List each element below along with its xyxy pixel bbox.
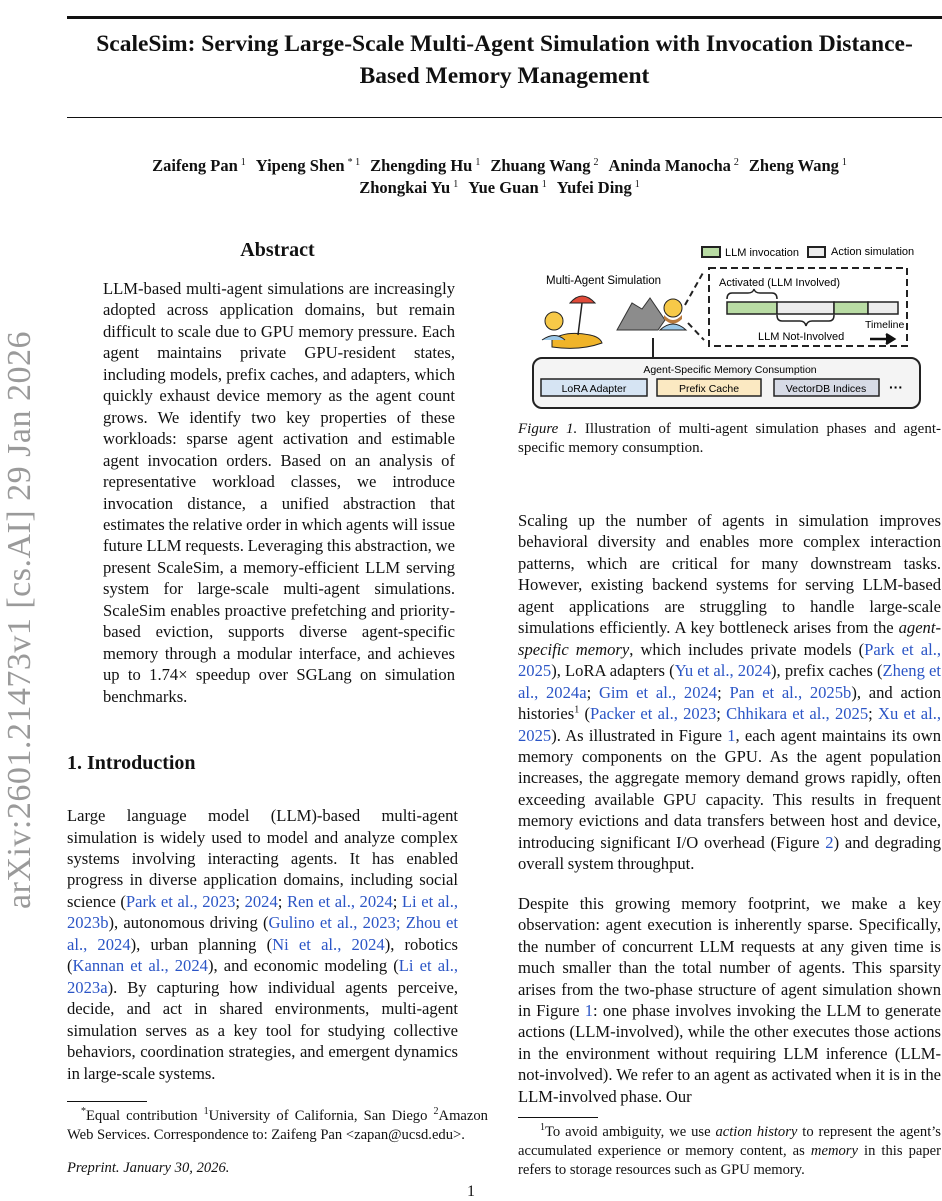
body-text: LLM-based multi-agent simulations are increasingly adopted across application domains, but remain difficult to scale due to GPU memory pressure. Each agent maintains private GPU-resident states, including models, prefix caches, and adapters, which quickly exhaust device memory as the agent count grows. We identify two key properties of these workloads: sparse agent activation and estimable agent invocation orders. Based on an analysis of representative workload classes, we introduce invocation distance, a unified abstraction that estimates the relative order in which agents will issue future LLM requests. Leveraging this abstraction, we present ScaleSim, a memory-efficient LLM serving system for large-scale multi-agent simulations. ScaleSim enables proactive prefetching and priority-based eviction, supports diverse agent-specific memory through a modular interface, and achieves up to 1.74× speedup over SGLang on simulation benchmarks.: [103, 279, 455, 706]
legend-llm-swatch: [702, 247, 720, 257]
body-text: ), LoRA adapters (: [551, 661, 675, 681]
footnote-marker: 2: [433, 1106, 439, 1118]
right-paragraph-2: [518, 893, 941, 1108]
affiliations-footnote: [67, 1107, 488, 1145]
body-text: ), prefix caches (: [771, 661, 883, 681]
footnote-rule: [67, 1101, 147, 1102]
citation-link[interactable]: 2024: [244, 891, 278, 911]
left-footer: [67, 1091, 488, 1178]
citation-link[interactable]: Chhikara et al., 2025: [726, 704, 869, 724]
citation-link[interactable]: Gim et al., 2024: [598, 682, 718, 702]
timeline-llm-segment-1: [727, 302, 777, 314]
citation-link[interactable]: Ni et al., 2024: [272, 934, 385, 954]
body-text: , each agent maintains its own memory components on the GPU. As the agent population increases, the aggregate memory demand grows rapidly, often exceeding available GPU capacity. This results in frequent memory evictions and data transfers between host and device, introducing significant I/O overhead (Figure: [518, 725, 941, 852]
author-affiliation: * 1: [347, 156, 361, 168]
timeline-action-segment-2: [868, 302, 898, 314]
body-text: ), urban planning (: [130, 934, 273, 954]
body-text: (: [579, 704, 590, 724]
body-text: ;: [277, 891, 287, 911]
citation-link[interactable]: 1: [584, 1000, 594, 1020]
author-name: Zhengding Hu: [370, 156, 473, 175]
author-affiliation: 1: [475, 156, 481, 168]
author-name: Zheng Wang: [748, 156, 839, 175]
citation-link[interactable]: Packer et al., 2023: [590, 704, 717, 724]
timeline-llm-segment-2: [834, 302, 868, 314]
citation-link[interactable]: Park et al., 2023: [125, 891, 236, 911]
body-text: ;: [868, 704, 878, 724]
prefix-cache-label: Prefix Cache: [678, 383, 740, 395]
top-rule: [67, 16, 942, 19]
timeline-label: Timeline: [865, 319, 905, 331]
activated-brace: [727, 289, 777, 299]
footnote-marker: *: [81, 1106, 86, 1118]
author-name: Zaifeng Pan: [152, 156, 238, 175]
body-text: ;: [717, 682, 730, 702]
abstract-heading: Abstract: [240, 239, 315, 261]
citation-link[interactable]: Ren et al., 2024: [286, 891, 393, 911]
author-affiliation: 1: [841, 156, 847, 168]
right-column: [518, 235, 941, 1178]
body-text: ), and action histories: [518, 682, 941, 724]
footnote-marker: 1: [574, 704, 580, 716]
body-text: ;: [716, 704, 727, 724]
author-affiliation: 2: [733, 156, 739, 168]
body-text: ;: [586, 682, 599, 702]
body-text: in this paper refers to storage resources such as GPU memory.: [518, 1143, 941, 1179]
author-affiliation: 1: [541, 178, 547, 190]
more-items-ellipsis: ···: [889, 379, 903, 395]
body-text: Amazon Web Services. Correspondence to: Zaifeng Pan <zapan@ucsd.edu>.: [67, 1108, 488, 1143]
title-bottom-rule: [67, 117, 942, 118]
citation-link[interactable]: 2: [825, 832, 834, 852]
body-text: , which includes private models (: [629, 639, 865, 659]
figure-1-illustration: [520, 235, 942, 410]
citation-link[interactable]: Xu et al., 2025: [518, 704, 942, 745]
author-affiliation: 1: [634, 178, 640, 190]
author-affiliation: 1: [240, 156, 246, 168]
body-text: University of California, San Diego: [208, 1108, 434, 1124]
vectordb-indices-label: VectorDB Indices: [785, 383, 867, 395]
citation-link[interactable]: 1: [727, 725, 736, 745]
body-text: ). As illustrated in Figure: [551, 725, 728, 745]
author-list-line-1: [67, 155, 942, 177]
body-text: ), robotics (: [67, 934, 458, 976]
paper-title: ScaleSim: Serving Large-Scale Multi-Agent Simulation with Invocation Distance-Based Memory Management: [96, 31, 913, 89]
citation-link[interactable]: Pan et al., 2025b: [729, 682, 852, 702]
footnote-marker: 1: [203, 1106, 209, 1118]
caption-label: Figure 1.: [518, 421, 578, 437]
citation-link[interactable]: Li et al., 2023b: [67, 891, 459, 933]
legend-action-swatch: [808, 247, 825, 257]
agent-mountain-icon: [617, 298, 686, 330]
multi-agent-label: Multi-Agent Simulation: [546, 275, 662, 287]
right-footer: [518, 1107, 941, 1180]
citation-link[interactable]: Li et al., 2023a: [67, 956, 458, 997]
body-text: ) and degrading overall system throughput.: [518, 832, 941, 874]
body-text: ), autonomous driving (: [108, 913, 269, 933]
timeline-action-segment-1: [777, 302, 834, 314]
author-name: Yipeng Shen: [255, 156, 345, 175]
action-history-footnote: [518, 1123, 941, 1180]
right-paragraph-1: [518, 510, 941, 875]
figure-1-caption: [518, 420, 941, 458]
author-list-line-2: [67, 177, 942, 199]
author-affiliation: 2: [593, 156, 599, 168]
left-column: [67, 238, 488, 1178]
timeline-arrow-icon: [870, 334, 894, 344]
body-text: Scaling up the number of agents in simulation improves behavioral diversity and enables more complex interaction patterns, which are critical for many downstream tasks. However, existing backend systems for serving LLM-based agent applications are struggling to handle large-scale simulations efficiently. A key bottleneck arises from the: [518, 511, 941, 638]
emphasis-text: action history: [715, 1124, 798, 1141]
legend-action-label: Action simulation: [831, 246, 915, 258]
author-name: Zhuang Wang: [490, 156, 591, 175]
body-text: Despite this growing memory footprint, we make a key observation: agent execution is inherently sparse. Specifically, the number of concurrent LLM requests at any given time is much smaller than the total number of agents. This sparsity arises from the two-phase structure of agent simulation shown in Figure: [518, 893, 941, 1020]
arxiv-watermark: arXiv:2601.21473v1 [cs.AI] 29 Jan 2026: [1, 330, 38, 910]
body-text: to represent the agent’s accumulated experience or memory content, as: [518, 1124, 941, 1160]
body-text: ;: [392, 891, 402, 911]
citation-link[interactable]: Yu et al., 2024: [674, 661, 771, 681]
citation-link[interactable]: Gulino et al., 2023; Zhou et al., 2024: [67, 913, 458, 954]
memory-consumption-label: Agent-Specific Memory Consumption: [643, 364, 817, 376]
author-list: [67, 155, 942, 199]
paper-header: [67, 28, 942, 199]
legend-llm-label: LLM invocation: [725, 247, 799, 259]
body-text: : one phase involves invoking the LLM to generate actions (LLM-involved), while the other executes those actions in the environment without requiring LLM inference (LLM-not-involved). We refer to an agent as activated when it is in the LLM-involved phase. Our: [518, 1000, 941, 1106]
not-involved-brace: [777, 315, 834, 326]
emphasis-text: memory: [810, 1143, 858, 1160]
footnote-marker: 1: [540, 1122, 545, 1134]
body-text: To avoid ambiguity, we use: [545, 1124, 716, 1141]
introduction-paragraph: [67, 805, 458, 1084]
page-number: 1: [467, 1183, 475, 1200]
body-text: Large language model (LLM)-based multi-agent simulation is widely used to model and analyze complex systems involving interacting agents. It has enabled progress in diverse application domains, including social science (: [67, 806, 458, 911]
author-name: Yue Guan: [468, 178, 539, 197]
author-name: Yufei Ding: [556, 178, 632, 197]
agent-beach-icon: [542, 296, 602, 348]
citation-link[interactable]: Kannan et al., 2024: [72, 956, 208, 976]
author-affiliation: 1: [453, 178, 459, 190]
introduction-heading: 1. Introduction: [67, 752, 196, 775]
body-text: Equal contribution: [86, 1108, 204, 1124]
lora-adapter-label: LoRA Adapter: [561, 383, 627, 395]
author-name: Aninda Manocha: [608, 156, 731, 175]
activated-label: Activated (LLM Involved): [719, 277, 841, 289]
citation-link[interactable]: Zheng et al., 2024a: [518, 661, 941, 702]
citation-link[interactable]: Park et al., 2025: [518, 639, 942, 681]
author-name: Zhongkai Yu: [359, 178, 451, 197]
body-text: ;: [235, 891, 245, 911]
emphasis-text: agent-specific memory: [518, 618, 941, 659]
body-text: ). By capturing how individual agents perceive, decide, and act in shared environments, multi-agent simulation serves as a key tool for studying collective behaviors, coordination strategies, and emergent dynamics in large-scale systems.: [67, 977, 458, 1083]
preprint-date: Preprint. January 30, 2026.: [67, 1160, 230, 1176]
footnote-rule-right: [518, 1117, 598, 1118]
not-involved-label: LLM Not-Involved: [758, 331, 845, 343]
abstract-text: [103, 278, 455, 707]
caption-text: Illustration of multi-agent simulation phases and agent-specific memory consumption.: [518, 421, 941, 456]
body-text: ), and economic modeling (: [207, 956, 399, 976]
